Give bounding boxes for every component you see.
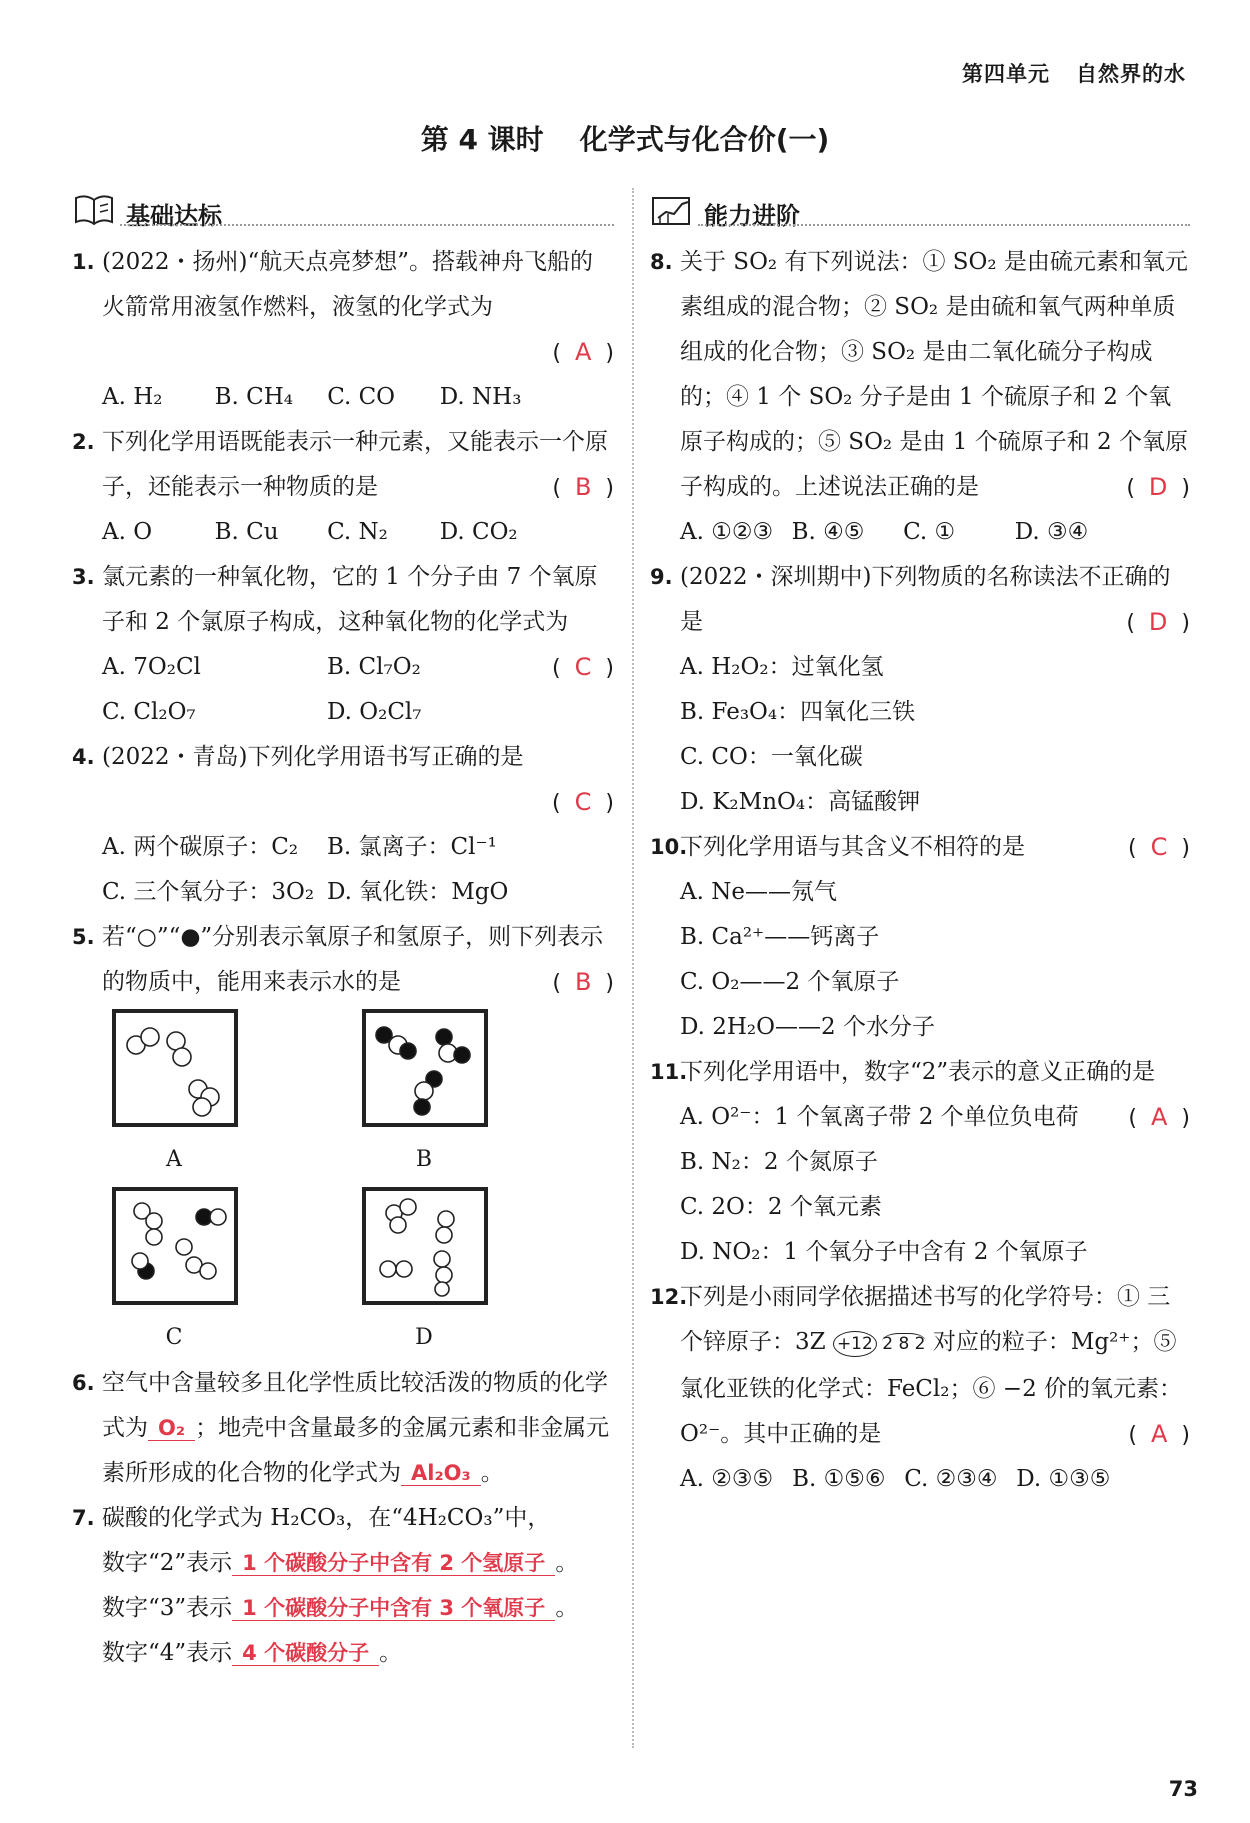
- question-text: 关于 SO₂ 有下列说法：① SO₂ 是由硫元素和氧元素组成的混合物；② SO₂ 是由硫和氧气两种单质组成的化合物；③ SO₂ 是由二氧化硫分子构成的；④ 1 个 SO₂ 分子是由 1 个硫原子和 2 个氧原子构成的；⑤ SO₂ 是由 1 个硫原子和 2 个氧原子构成的。上述说法正确的是: [680, 249, 1188, 500]
- options: [650, 645, 1126, 825]
- option: C. Cl₂O₇: [102, 699, 196, 725]
- option: A. 7O₂Cl: [102, 654, 201, 680]
- question-text: ；地壳中含量最多的金属元素和非金属元素所形成的化合物的化学式为: [102, 1415, 610, 1486]
- question-2: [72, 420, 614, 510]
- right-column: [650, 190, 1190, 1502]
- line-label: 数字“2”表示: [102, 1550, 233, 1576]
- answer-paren: ( A ): [1128, 1420, 1190, 1448]
- question-text: 下列化学用语中，数字“2”表示的意义正确的是: [680, 1059, 1156, 1085]
- question-text: (2022・青岛)下列化学用语书写正确的是: [102, 744, 524, 770]
- answer-letter: D: [1148, 608, 1168, 636]
- answer-paren: ( A ): [552, 338, 614, 366]
- answer-blank: Al₂O₃: [401, 1461, 481, 1486]
- options: [650, 510, 1126, 555]
- line-label: 数字“3”表示: [102, 1595, 233, 1621]
- answer-blank: 1 个碳酸分子中含有 2 个氢原子: [232, 1551, 555, 1576]
- question-number: 10.: [650, 835, 688, 859]
- question-5: [72, 915, 614, 1005]
- option: C. N₂: [327, 519, 388, 545]
- atom-structure-diagram: [833, 1322, 926, 1367]
- option: A. O²⁻：1 个氧离子带 2 个单位负电荷: [680, 1104, 1079, 1130]
- question-number: 5.: [72, 925, 95, 949]
- molecule-box-b: [362, 1009, 488, 1127]
- line-label: 数字“4”表示: [102, 1640, 233, 1666]
- question-text: 下列化学用语与其含义不相符的是: [680, 834, 1025, 860]
- option: B. Cl₇O₂: [327, 654, 421, 680]
- option: B. N₂：2 个氮原子: [680, 1149, 878, 1175]
- question-text: (2022・扬州)“航天点亮梦想”。搭载神舟飞船的火箭常用液氢作燃料，液氢的化学式为: [102, 249, 593, 320]
- answer-blank: O₂: [148, 1416, 195, 1441]
- diagram-caption: C: [165, 1325, 183, 1350]
- nucleus-charge: +12: [833, 1331, 877, 1357]
- question-1: [72, 240, 614, 375]
- question-text: 氯元素的一种氧化物，它的 1 个分子由 7 个氧原子和 2 个氯原子构成，这种氧化物的化学式为: [102, 564, 598, 635]
- diagram-c: [112, 1187, 236, 1355]
- section-basic: [72, 190, 614, 234]
- molecule-box-c: [112, 1187, 238, 1305]
- answer-paren: ( B ): [552, 473, 614, 501]
- option: A. ①②③: [680, 519, 774, 545]
- question-text: 对应的粒子：Mg²⁺；⑤ 氯化亚铁的化学式：FeCl₂；⑥ −2 价的氧元素：O²⁻。其中正确的是: [680, 1329, 1183, 1447]
- section-advanced: [650, 190, 1190, 234]
- question-4: [72, 735, 614, 825]
- option: B. Ca²⁺——钙离子: [680, 924, 880, 950]
- question-text: 空气中含量较多且化学性质比较活泼的物质的化学式为: [102, 1370, 608, 1441]
- option: B. ①⑤⑥: [792, 1466, 886, 1492]
- option: A. Ne——氖气: [680, 879, 837, 905]
- answer-letter: B: [574, 473, 592, 501]
- option: A. O: [102, 519, 153, 545]
- option: D. ③④: [1014, 519, 1089, 545]
- answer-letter: A: [1150, 1103, 1168, 1131]
- section-label-advanced: 能力进阶: [704, 202, 800, 230]
- question-number: 12.: [650, 1285, 688, 1309]
- option: B. ④⑤: [791, 519, 865, 545]
- question-text: (2022・深圳期中)下列物质的名称读法不正确的是: [680, 564, 1171, 635]
- answer-paren: ( C ): [1128, 833, 1190, 861]
- column-divider: [632, 188, 634, 1748]
- answer-letter: C: [574, 788, 592, 816]
- question-text: 。: [480, 1460, 504, 1486]
- answer-blank: 4 个碳酸分子: [232, 1641, 379, 1666]
- topic-label: 自然界的水: [1076, 62, 1186, 86]
- option: C. 2O：2 个氧元素: [680, 1194, 882, 1220]
- options: [650, 1457, 1128, 1502]
- question-number: 9.: [650, 565, 673, 589]
- question-number: 4.: [72, 745, 95, 769]
- answer-letter: B: [574, 968, 592, 996]
- option: A. ②③⑤: [680, 1466, 774, 1492]
- option: C. O₂——2 个氧原子: [680, 969, 900, 995]
- diagram-a: [112, 1009, 236, 1177]
- option: A. H₂: [102, 384, 163, 410]
- chart-steps-icon: [650, 192, 696, 228]
- answer-letter: C: [574, 653, 592, 681]
- answer-paren: ( C ): [552, 788, 614, 816]
- molecule-box-a: [112, 1009, 238, 1127]
- question-10: [650, 825, 1190, 870]
- diagram-caption: A: [166, 1147, 182, 1172]
- diagram-b: [362, 1009, 486, 1177]
- option: C. ①: [903, 519, 956, 545]
- unit-label: 第四单元: [962, 62, 1050, 86]
- question-number: 11.: [650, 1060, 688, 1084]
- option: B. Cu: [214, 519, 279, 545]
- answer-letter: A: [574, 338, 592, 366]
- options: [650, 1095, 1128, 1275]
- question-number: 2.: [72, 430, 95, 454]
- option: D. NH₃: [439, 384, 522, 410]
- question-number: 6.: [72, 1371, 95, 1395]
- molecule-diagrams: [72, 1009, 614, 1355]
- option: D. O₂Cl₇: [327, 699, 422, 725]
- question-text: 下列化学用语既能表示一种元素，又能表示一个原子，还能表示一种物质的是: [102, 429, 608, 500]
- left-column: [72, 190, 614, 1676]
- option: D. K₂MnO₄：高锰酸钾: [680, 789, 921, 815]
- question-6: [72, 1361, 614, 1496]
- answer-letter: D: [1148, 473, 1168, 501]
- molecule-box-d: [362, 1187, 488, 1305]
- electron-shells: 2 8 2: [882, 1334, 926, 1354]
- running-header: [962, 58, 1186, 88]
- options: [72, 375, 552, 420]
- option: B. 氯离子：Cl⁻¹: [327, 834, 497, 860]
- option: B. Fe₃O₄：四氧化三铁: [680, 699, 916, 725]
- diagram-caption: D: [415, 1325, 433, 1350]
- option: C. 三个氧分子：3O₂: [102, 879, 315, 905]
- answer-paren: ( D ): [1126, 473, 1190, 501]
- page-title: [0, 118, 1250, 158]
- option: C. CO：一氧化碳: [680, 744, 863, 770]
- answer-blank: 1 个碳酸分子中含有 3 个氧原子: [232, 1596, 555, 1621]
- question-text: 碳酸的化学式为 H₂CO₃，在“4H₂CO₃”中，: [102, 1505, 551, 1531]
- option: D. 氧化铁：MgO: [327, 879, 509, 905]
- option: C. ②③④: [904, 1466, 998, 1492]
- option: A. 两个碳原子：C₂: [102, 834, 299, 860]
- option: A. H₂O₂：过氧化氢: [680, 654, 884, 680]
- book-icon: [72, 192, 118, 228]
- question-8: [650, 240, 1190, 510]
- q7-lines: 数字“2”表示 1 个碳酸分子中含有 2 个氢原子 。 数字“3”表示 1 个碳酸分子中含有 3 个氧原子 。 数字“4”表示 4 个碳酸分子 。: [102, 1550, 579, 1666]
- lesson-name: 化学式与化合价(一): [579, 123, 830, 156]
- diagram-caption: B: [415, 1147, 433, 1172]
- option: C. CO: [327, 384, 396, 410]
- options: [650, 870, 1128, 1050]
- answer-letter: A: [1150, 1420, 1168, 1448]
- question-text: 若“○”“●”分别表示氧原子和氢原子，则下列表示的物质中，能用来表示水的是: [102, 924, 604, 995]
- answer-paren: ( B ): [552, 968, 614, 996]
- options: [72, 825, 552, 915]
- option: D. CO₂: [439, 519, 518, 545]
- option: B. CH₄: [214, 384, 293, 410]
- question-number: 7.: [72, 1506, 95, 1530]
- section-label-basic: 基础达标: [126, 202, 222, 230]
- options: [72, 510, 552, 555]
- question-number: 1.: [72, 250, 95, 274]
- answer-paren: ( C ): [552, 653, 614, 681]
- lesson-number: 第 4 课时: [420, 123, 544, 156]
- question-number: 8.: [650, 250, 673, 274]
- question-12: [650, 1275, 1190, 1457]
- option: D. NO₂：1 个氧分子中含有 2 个氧原子: [680, 1239, 1088, 1265]
- question-7: [72, 1496, 614, 1541]
- option: D. ①③⑤: [1016, 1466, 1111, 1492]
- question-number: 3.: [72, 565, 95, 589]
- answer-paren: ( D ): [1126, 608, 1190, 636]
- option: D. 2H₂O——2 个水分子: [680, 1014, 935, 1040]
- question-9: [650, 555, 1190, 645]
- page-number: 73: [1168, 1777, 1198, 1801]
- diagram-d: [362, 1187, 486, 1355]
- options: [72, 645, 552, 735]
- answer-letter: C: [1150, 833, 1168, 861]
- answer-paren: ( A ): [1128, 1103, 1190, 1131]
- question-text: 下列是小雨同学依据描述书写的化学符号：① 三个锌原子：3Z: [680, 1284, 1171, 1355]
